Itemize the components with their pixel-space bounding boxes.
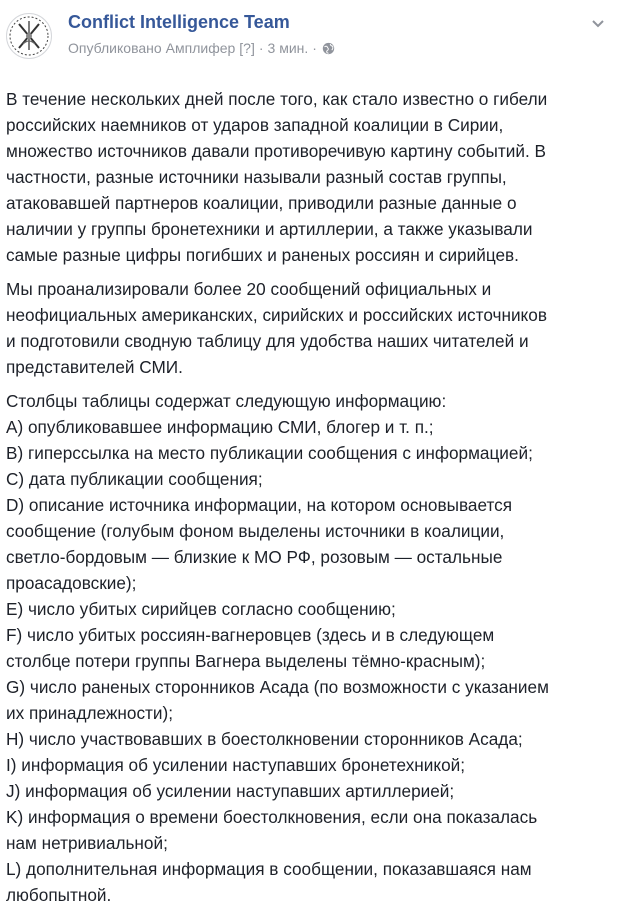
text-line: светло-бордовым — близкие к МО РФ, розовым — остальные (6, 547, 503, 567)
text-line: их принадлежности); (6, 703, 174, 723)
text-line: и подготовили сводную таблицу для удобства наших читателей и (6, 331, 529, 351)
text-line: столбце потери группы Вагнера выделены тёмно-красным); (6, 651, 486, 671)
text-line: L) дополнительная информация в сообщении, показавшаяся нам (6, 859, 532, 879)
text-line: наличии у группы бронетехники и артиллерии, а также указывали (6, 219, 533, 239)
text-line: самые разные цифры погибших и раненых россиян и сирийцев. (6, 245, 519, 265)
text-line: российских наемников от ударов западной коалиции в Сирии, (6, 115, 504, 135)
chevron-down-icon[interactable] (590, 16, 606, 32)
published-prefix: Опубликовано (68, 40, 162, 56)
text-line: A) опубликовавшее информацию СМИ, блогер и т. п.; (6, 417, 434, 437)
post-body (6, 78, 612, 916)
text-line: сообщение (голубым фоном выделены источники в коалиции, (6, 521, 505, 541)
page-avatar[interactable] (6, 13, 52, 59)
text-line: F) число убитых россиян-вагнеровцев (здесь и в следующем (6, 625, 495, 645)
cit-logo-icon (7, 14, 51, 58)
page-name-link[interactable]: Conflict Intelligence Team (68, 12, 290, 32)
text-line: J) информация об усилении наступавших артиллерией; (6, 781, 455, 801)
text-line: C) дата публикации сообщения; (6, 469, 263, 489)
text-line: B) гиперссылка на место публикации сообщения с информацией; (6, 443, 533, 463)
text-line: I) информация об усилении наступавших бронетехникой; (6, 755, 466, 775)
meta-separator-2: · (312, 40, 317, 56)
text-line: неофициальных американских, сирийских и российских источников (6, 305, 547, 325)
help-link[interactable]: [?] (239, 40, 255, 56)
timestamp-link[interactable]: 3 мин. (267, 40, 309, 56)
globe-icon[interactable] (322, 42, 335, 55)
meta-separator: · (258, 40, 264, 56)
text-line: Мы проанализировали более 20 сообщений официальных и (6, 279, 492, 299)
text-line: H) число участвовавших в боестолкновении сторонников Асада; (6, 729, 523, 749)
publisher-link[interactable]: Амплифер (165, 40, 236, 56)
text-line: В течение нескольких дней после того, как стало известно о гибели (6, 89, 548, 109)
post-header (0, 0, 620, 70)
text-line: множество источников давали противоречивую картину событий. В (6, 141, 546, 161)
text-line: нам нетривиальной; (6, 833, 168, 853)
text-line: частности, разные источники называли разный состав группы, (6, 167, 507, 187)
text-line: D) описание источника информации, на котором основывается (6, 495, 513, 515)
text-line: любопытной. (6, 885, 112, 905)
text-line: проасадовские); (6, 573, 137, 593)
text-line: атаковавшей партнеров коалиции, приводили разные данные о (6, 193, 517, 213)
text-line: представителей СМИ. (6, 357, 183, 377)
text-line: E) число убитых сирийцев согласно сообщению; (6, 599, 396, 619)
text-line: K) информация о времени боестолкновения, если она показалась (6, 807, 538, 827)
text-line: Столбцы таблицы содержат следующую информацию: (6, 391, 447, 411)
text-line: G) число раненых сторонников Асада (по возможности с указанием (6, 677, 549, 697)
post-meta (68, 40, 335, 56)
